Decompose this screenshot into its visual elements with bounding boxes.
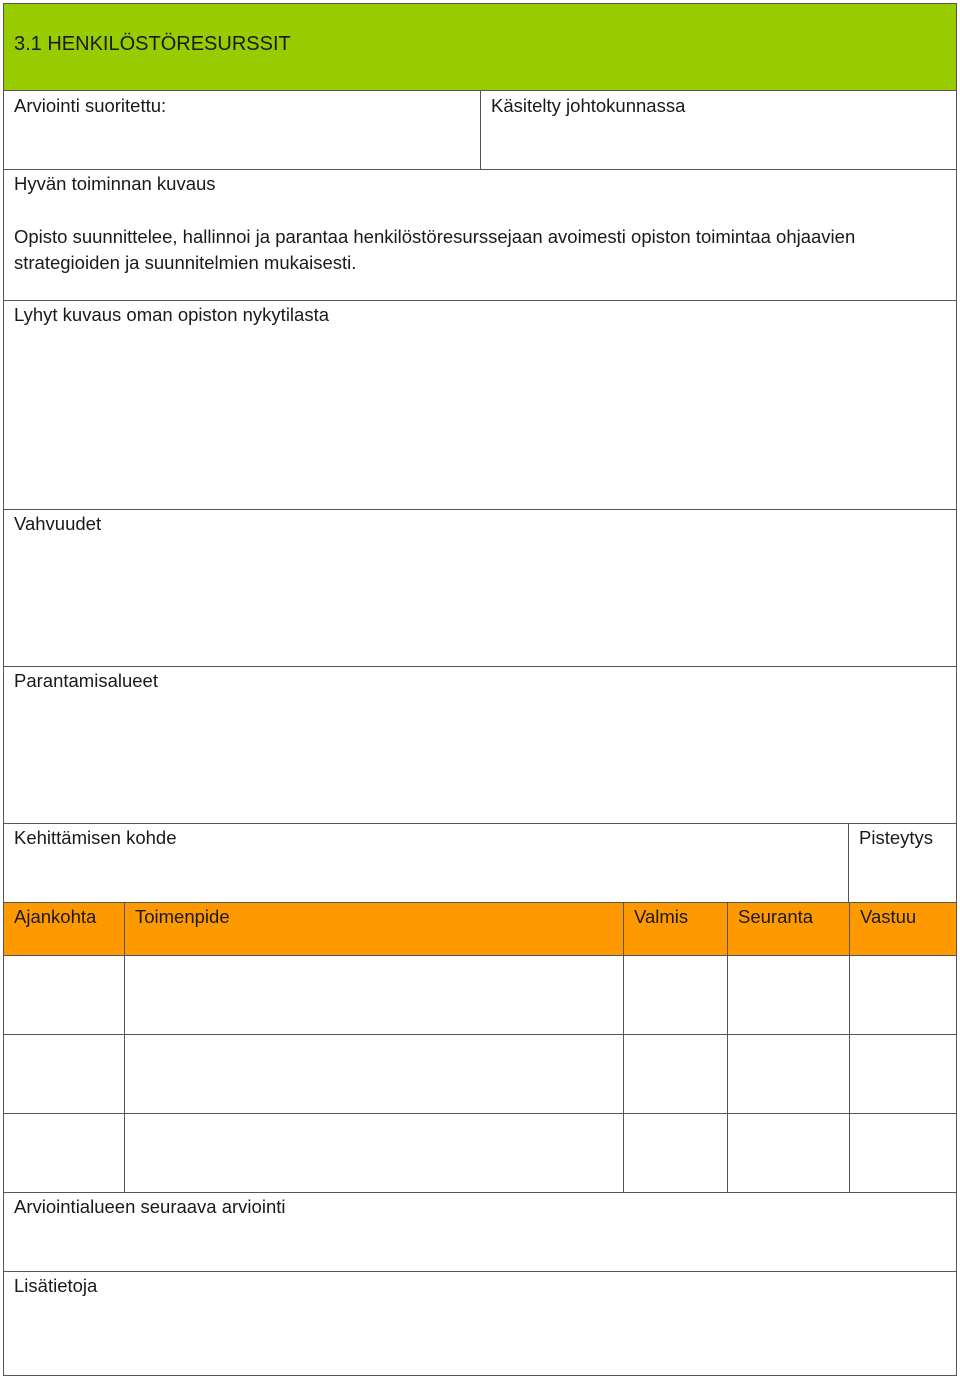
header-vastuu: Vastuu [860, 906, 917, 927]
next-evaluation-label: Arviointialueen seuraava arviointi [14, 1196, 286, 1217]
action-cell[interactable] [623, 1113, 728, 1193]
current-state-cell[interactable] [3, 300, 957, 510]
action-cell[interactable] [849, 955, 957, 1035]
evaluated-cell[interactable] [3, 90, 481, 170]
action-header-seuranta [727, 902, 850, 956]
action-cell[interactable] [124, 1034, 624, 1114]
development-target-cell[interactable] [3, 823, 849, 903]
board-label: Käsitelty johtokunnassa [491, 95, 686, 116]
action-cell[interactable] [727, 1034, 850, 1114]
header-valmis: Valmis [634, 906, 689, 927]
action-cell[interactable] [623, 1034, 728, 1114]
improvements-label: Parantamisalueet [14, 670, 158, 691]
header-seuranta: Seuranta [738, 906, 814, 927]
action-cell[interactable] [727, 1113, 850, 1193]
improvements-cell[interactable] [3, 666, 957, 824]
good-practice-label: Hyvän toiminnan kuvaus [14, 173, 216, 194]
score-label: Pisteytys [859, 827, 934, 848]
next-evaluation-cell[interactable] [3, 1192, 957, 1272]
action-cell[interactable] [3, 955, 125, 1035]
action-cell[interactable] [3, 1113, 125, 1193]
header-ajankohta: Ajankohta [14, 906, 97, 927]
action-header-ajankohta [3, 902, 125, 956]
score-cell[interactable] [848, 823, 957, 903]
header-toimenpide: Toimenpide [135, 906, 230, 927]
action-cell[interactable] [623, 955, 728, 1035]
action-header-toimenpide [124, 902, 624, 956]
action-cell[interactable] [3, 1034, 125, 1114]
additional-info-cell[interactable] [3, 1271, 957, 1376]
section-title: 3.1 HENKILÖSTÖRESURSSIT [14, 33, 291, 55]
section-title-bar [3, 3, 957, 91]
action-cell[interactable] [124, 955, 624, 1035]
development-target-label: Kehittämisen kohde [14, 827, 177, 848]
strengths-label: Vahvuudet [14, 513, 102, 534]
strengths-cell[interactable] [3, 509, 957, 667]
action-cell[interactable] [849, 1113, 957, 1193]
good-practice-cell [3, 169, 957, 301]
evaluation-form [3, 3, 957, 1376]
board-cell[interactable] [480, 90, 957, 170]
action-cell[interactable] [849, 1034, 957, 1114]
action-cell[interactable] [727, 955, 850, 1035]
action-header-valmis [623, 902, 728, 956]
good-practice-text: Opisto suunnittelee, hallinnoi ja parantaa henkilöstöresurssejaan avoimesti opiston toimintaa ohjaavien strategioiden ja suunnitelmien mukaisesti. [14, 226, 856, 273]
action-cell[interactable] [124, 1113, 624, 1193]
evaluated-label: Arviointi suoritettu: [14, 95, 167, 116]
additional-info-label: Lisätietoja [14, 1275, 98, 1296]
current-state-label: Lyhyt kuvaus oman opiston nykytilasta [14, 304, 330, 325]
action-header-vastuu [849, 902, 957, 956]
